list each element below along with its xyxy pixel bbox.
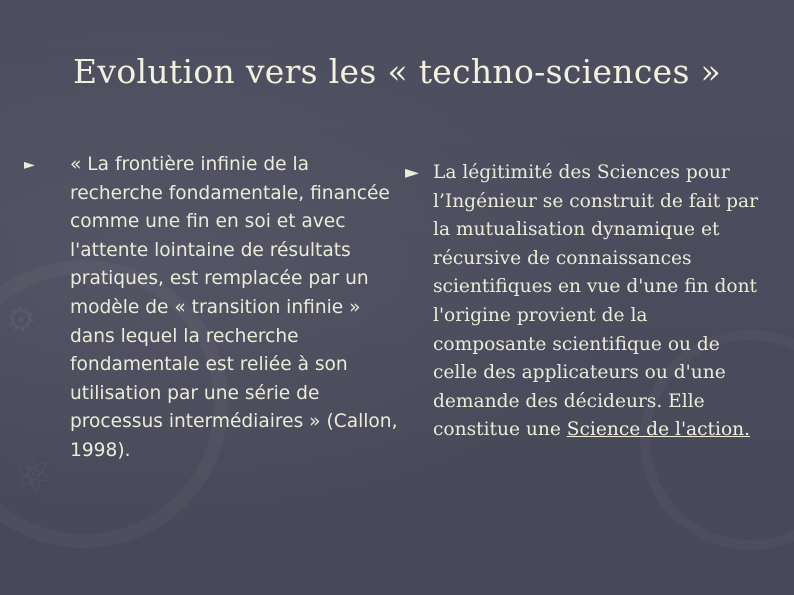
slide-title: Evolution vers les « techno-sciences » — [73, 52, 721, 91]
right-bullet-item — [405, 159, 765, 445]
left-column — [22, 151, 402, 466]
background-watermark: ⚙ — [3, 298, 40, 342]
bullet-arrow-icon: ► — [24, 157, 35, 173]
right-bullet-text: La légitimité des Sciences pour l’Ingénieur se construit de fait par la mutualisation dynamique et récursive de connaissances scientifiques en vue d'une fin dont l'origine provient de la composante scientifique ou de celle des applicateurs ou d'une demande des décideurs. Elle constitue une — [433, 162, 759, 441]
bullet-arrow-icon: ► — [405, 162, 419, 183]
left-bullet-item — [22, 151, 402, 466]
science-action-link[interactable]: Science de l'action. — [566, 419, 751, 441]
right-column — [405, 159, 765, 445]
background-watermark: ⚛ — [9, 446, 59, 505]
left-bullet-text: « La frontière infinie de la recherche fondamentale, financée comme une fin en soi et avec l'attente lointaine de résultats pratiques, est remplacée par un modèle de « transition infinie » dans lequel la recherche fondamentale est reliée à son utilisation par une série de processus intermédiaires » (Callon, 1998). — [70, 154, 398, 461]
